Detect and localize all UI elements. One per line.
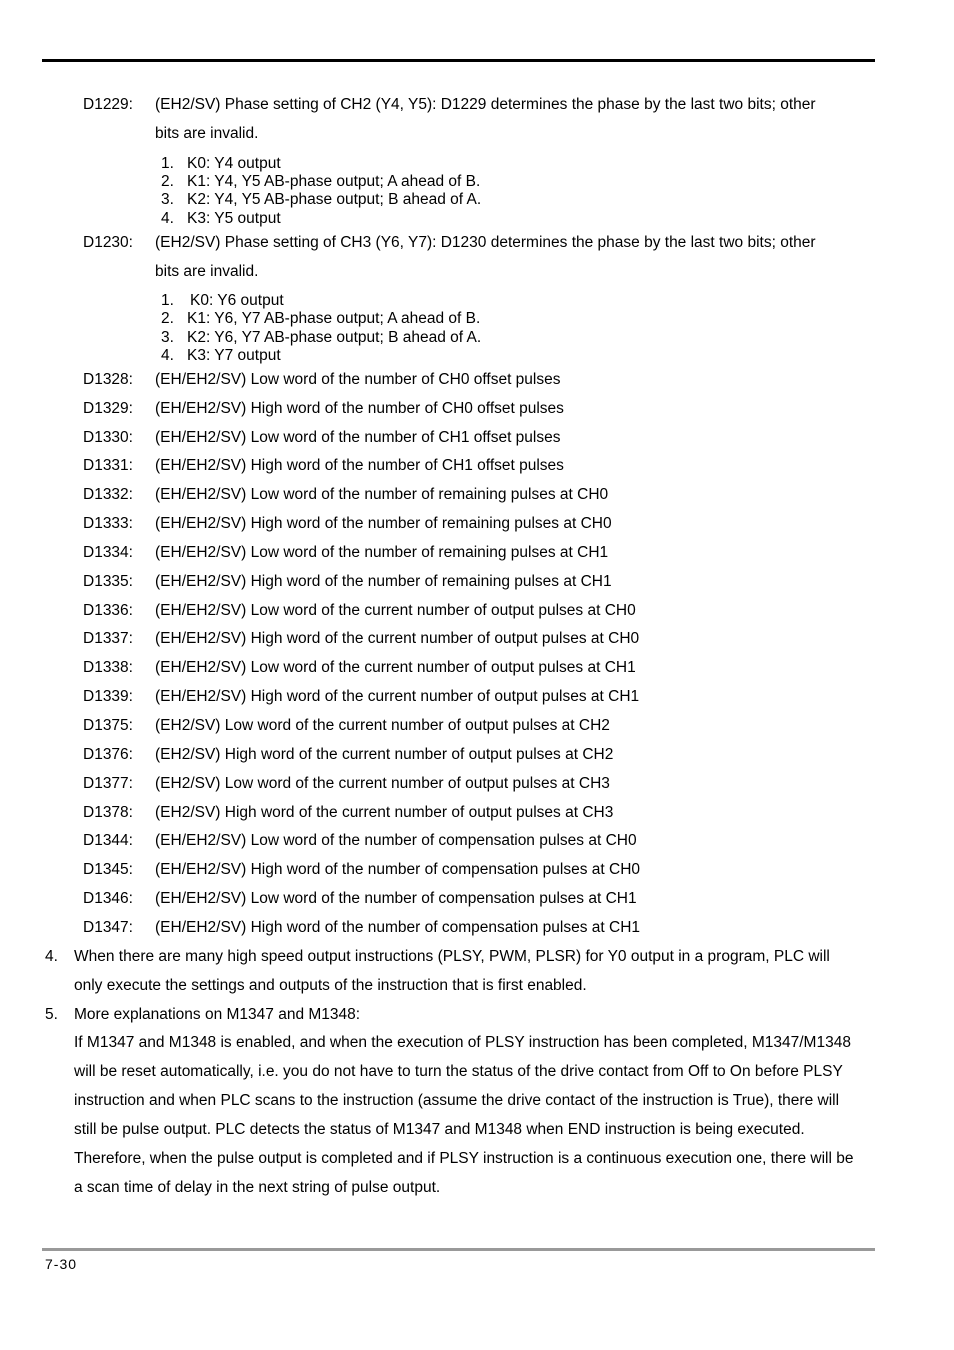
register-code: D1375:: [83, 717, 133, 734]
register-row: [0, 744, 954, 766]
register-code: D1333:: [83, 515, 133, 532]
option-item: 3. K2: Y6, Y7 AB-phase output; B ahead of A.: [161, 329, 482, 346]
register-code: D1329:: [83, 400, 133, 417]
register-description: (EH2/SV) High word of the current number of output pulses at CH2: [155, 746, 614, 763]
register-row: [0, 917, 954, 939]
paragraph-line: still be pulse output. PLC detects the status of M1347 and M1348 when END instruction is being executed.: [74, 1121, 805, 1138]
register-row: [0, 628, 954, 650]
paragraph-line: If M1347 and M1348 is enabled, and when the execution of PLSY instruction has been completed, M1347/M1348: [74, 1034, 851, 1051]
register-row: [0, 369, 954, 391]
register-code: D1376:: [83, 746, 133, 763]
paragraph-line: Therefore, when the pulse output is completed and if PLSY instruction is a continuous execution one, there will be: [74, 1150, 854, 1167]
register-code: D1338:: [83, 659, 133, 676]
register-row: [0, 657, 954, 679]
page-number: 7-30: [45, 1256, 78, 1272]
register-description: (EH/EH2/SV) High word of the current number of output pulses at CH0: [155, 630, 640, 647]
paragraph-line: only execute the settings and outputs of the instruction that is first enabled.: [74, 977, 587, 994]
register-description: (EH/EH2/SV) High word of the number of compensation pulses at CH1: [155, 919, 641, 936]
item-number: 5.: [45, 1006, 58, 1023]
register-row: [0, 571, 954, 593]
register-code: D1346:: [83, 890, 133, 907]
register-code: D1344:: [83, 832, 133, 849]
register-code: D1332:: [83, 486, 133, 503]
register-description: (EH/EH2/SV) Low word of the number of remaining pulses at CH1: [155, 544, 609, 561]
register-code: D1339:: [83, 688, 133, 705]
register-row: [0, 715, 954, 737]
register-description: (EH/EH2/SV) High word of the number of CH0 offset pulses: [155, 400, 564, 417]
register-description: (EH/EH2/SV) High word of the number of remaining pulses at CH1: [155, 573, 612, 590]
register-code: D1331:: [83, 457, 133, 474]
register-description: (EH2/SV) Phase setting of CH3 (Y6, Y7): D1230 determines the phase by the last two bits; other: [155, 234, 816, 251]
register-row: [0, 427, 954, 449]
register-description-cont: bits are invalid.: [155, 125, 259, 142]
register-row: [0, 802, 954, 824]
register-description: (EH/EH2/SV) Low word of the current number of output pulses at CH1: [155, 659, 636, 676]
register-row: [0, 600, 954, 622]
paragraph-line: More explanations on M1347 and M1348:: [74, 1006, 361, 1023]
register-description: (EH/EH2/SV) High word of the number of remaining pulses at CH0: [155, 515, 612, 532]
register-row: [0, 773, 954, 795]
register-row: [0, 830, 954, 852]
footer-rule: [42, 1248, 875, 1251]
register-description: (EH/EH2/SV) High word of the number of CH1 offset pulses: [155, 457, 564, 474]
option-item: 2. K1: Y4, Y5 AB-phase output; A ahead of B.: [161, 173, 481, 190]
register-code: D1330:: [83, 429, 133, 446]
register-row: [0, 888, 954, 910]
option-item: 4. K3: Y5 output: [161, 210, 281, 227]
paragraph-line: instruction and when PLC scans to the instruction (assume the drive contact of the instruction is True), there will: [74, 1092, 840, 1109]
option-item: 4. K3: Y7 output: [161, 347, 281, 364]
register-code: D1335:: [83, 573, 133, 590]
register-description: (EH2/SV) Low word of the current number of output pulses at CH3: [155, 775, 610, 792]
register-description: (EH2/SV) Phase setting of CH2 (Y4, Y5): D1229 determines the phase by the last two bits; other: [155, 96, 816, 113]
register-row: [0, 398, 954, 420]
register-description: (EH/EH2/SV) Low word of the number of compensation pulses at CH0: [155, 832, 637, 849]
register-code: D1230:: [83, 234, 133, 251]
paragraph-line: will be reset automatically, i.e. you do not have to turn the status of the drive contact from Off to On before PLSY: [74, 1063, 843, 1080]
option-item: 1. K0: Y4 output: [161, 155, 281, 172]
register-description: (EH/EH2/SV) Low word of the number of CH1 offset pulses: [155, 429, 561, 446]
register-description: (EH/EH2/SV) Low word of the number of CH0 offset pulses: [155, 371, 561, 388]
register-code: D1328:: [83, 371, 133, 388]
item-number: 4.: [45, 948, 58, 965]
register-row: [0, 686, 954, 708]
paragraph-line: a scan time of delay in the next string of pulse output.: [74, 1179, 441, 1196]
register-code: D1336:: [83, 602, 133, 619]
register-code: D1345:: [83, 861, 133, 878]
paragraph-line: When there are many high speed output instructions (PLSY, PWM, PLSR) for Y0 output in a program, PLC will: [74, 948, 830, 965]
register-code: D1347:: [83, 919, 133, 936]
register-description: (EH/EH2/SV) High word of the current number of output pulses at CH1: [155, 688, 640, 705]
register-row: [0, 484, 954, 506]
register-description: (EH/EH2/SV) Low word of the current number of output pulses at CH0: [155, 602, 636, 619]
register-description: (EH2/SV) High word of the current number of output pulses at CH3: [155, 804, 614, 821]
register-description: (EH/EH2/SV) High word of the number of compensation pulses at CH0: [155, 861, 641, 878]
register-row: [0, 513, 954, 535]
register-code: D1378:: [83, 804, 133, 821]
register-description-cont: bits are invalid.: [155, 263, 259, 280]
register-row: [0, 859, 954, 881]
register-code: D1377:: [83, 775, 133, 792]
register-code: D1337:: [83, 630, 133, 647]
header-rule: [42, 59, 875, 62]
option-item: 1. K0: Y6 output: [161, 292, 284, 309]
register-row: [0, 455, 954, 477]
register-description: (EH/EH2/SV) Low word of the number of compensation pulses at CH1: [155, 890, 637, 907]
option-item: 3. K2: Y4, Y5 AB-phase output; B ahead of A.: [161, 191, 482, 208]
register-code: D1229:: [83, 96, 133, 113]
register-code: D1334:: [83, 544, 133, 561]
register-row: [0, 542, 954, 564]
register-description: (EH2/SV) Low word of the current number of output pulses at CH2: [155, 717, 610, 734]
register-description: (EH/EH2/SV) Low word of the number of remaining pulses at CH0: [155, 486, 609, 503]
option-item: 2. K1: Y6, Y7 AB-phase output; A ahead of B.: [161, 310, 481, 327]
